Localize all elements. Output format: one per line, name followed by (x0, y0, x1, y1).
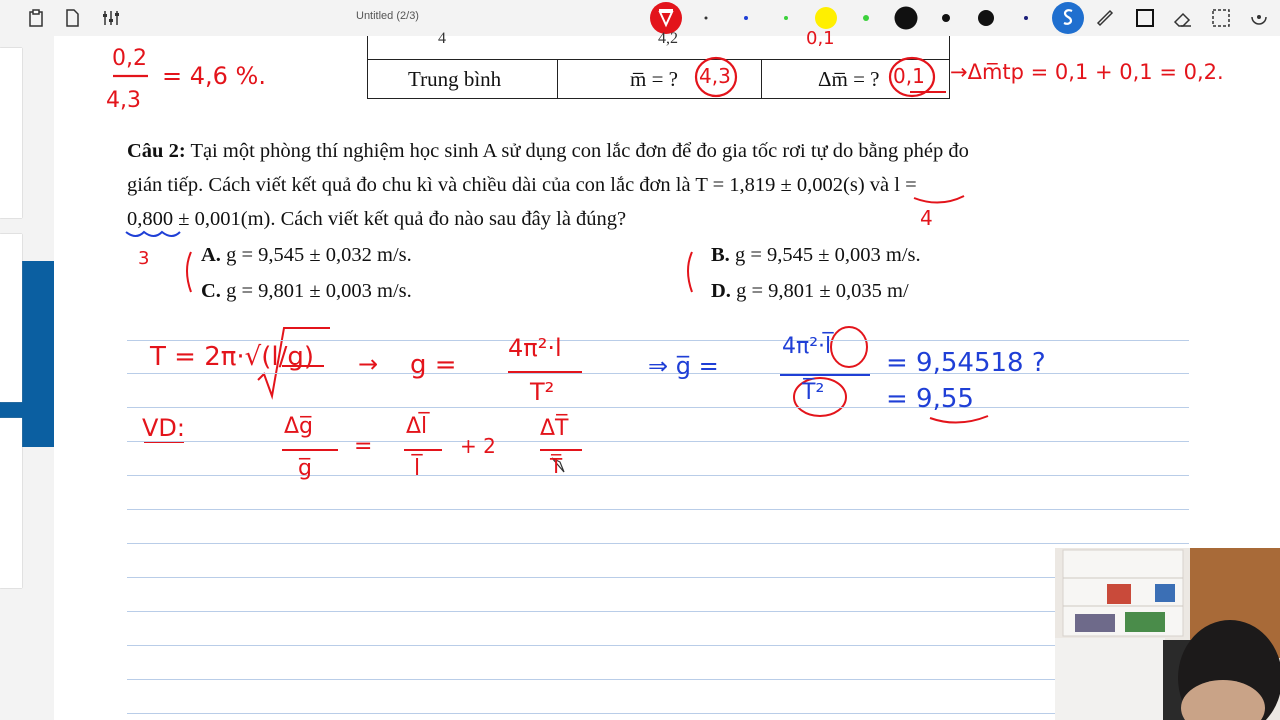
annot-vd-t2-num: ΔT̅ (540, 416, 569, 441)
annot-frac-den: 4,3 (106, 88, 141, 113)
annot-sigfig-t: 4 (920, 206, 933, 230)
annot-blue-num: 4π²·l̅ (782, 334, 832, 359)
annot-vd-eq: = (354, 434, 373, 459)
table-mean-m: m̅ = ? (558, 59, 762, 99)
annot-vd-t2-den: T̅ (550, 454, 563, 478)
annot-g-lhs: g = (410, 350, 457, 380)
question-line-1 (127, 140, 969, 163)
annot-vd-plus: + 2 (460, 434, 496, 458)
question-label: Câu 2: (127, 140, 186, 162)
option-a[interactable]: A. g = 9,545 ± 0,032 m/s. (201, 244, 412, 266)
table-mean-dm: Δm̅ = ? (818, 66, 880, 91)
annot-vd-t1-den: l̅ (414, 456, 421, 481)
annot-g-den: T² (530, 378, 555, 406)
question-line-3: 0,800 ± 0,001(m). Cách viết kết quả đo nào sau đây là đúng? (127, 208, 627, 230)
option-d[interactable]: D. g = 9,801 ± 0,035 m/ (711, 280, 909, 302)
annot-blue-implies: ⇒ g̅ = (648, 352, 719, 380)
annot-circle-dm: 0,1 (893, 64, 925, 88)
webcam-overlay (1055, 548, 1280, 720)
table-partial-cell: 4 (438, 30, 446, 47)
question-text-1: Tại một phòng thí nghiệm học sinh A sử dụng con lắc đơn để đo gia tốc rơi tự do bằng phép đo (190, 140, 969, 162)
annot-sigfig-l: 3 (138, 248, 150, 269)
annot-percent: = 4,6 %. (162, 62, 266, 90)
annot-formula-t: T = 2π·√(l/g) (150, 342, 314, 372)
annot-arrow: → (358, 350, 379, 378)
question-line-2: gián tiếp. Cách viết kết quả đo chu kì và chiều dài của con lắc đơn là T = 1,819 ± 0,002(s) và l = (127, 174, 917, 196)
table-partial-cell: 0,1 (806, 28, 835, 49)
annot-circle-m: 4,3 (699, 64, 731, 88)
annot-blue-val2: = 9,55 (886, 384, 974, 414)
annot-delta-m-tp: →Δm̅tp = 0,1 + 0,1 = 0,2. (950, 60, 1224, 84)
option-c[interactable]: C. g = 9,801 ± 0,003 m/s. (201, 280, 412, 302)
option-b[interactable]: B. g = 9,545 ± 0,003 m/s. (711, 244, 921, 266)
webcam-feed-image (1055, 548, 1280, 720)
table-row-label: Trung bình (368, 59, 558, 99)
annot-blue-val1: = 9,54518 ? (886, 348, 1046, 378)
annot-frac-num: 0,2 (112, 46, 147, 71)
document-title: Untitled (2/3) (356, 10, 419, 22)
annot-g-num: 4π²·l (508, 334, 562, 362)
table-partial-cell: 4,2 (658, 30, 678, 47)
annot-vd-label: VD: (142, 414, 185, 442)
annot-vd-lhs-den: g̅ (298, 456, 312, 481)
annot-blue-den: T̅² (802, 380, 825, 405)
annot-vd-t1-num: Δl̅ (406, 414, 428, 439)
annot-vd-lhs-num: Δg̅ (284, 414, 314, 439)
